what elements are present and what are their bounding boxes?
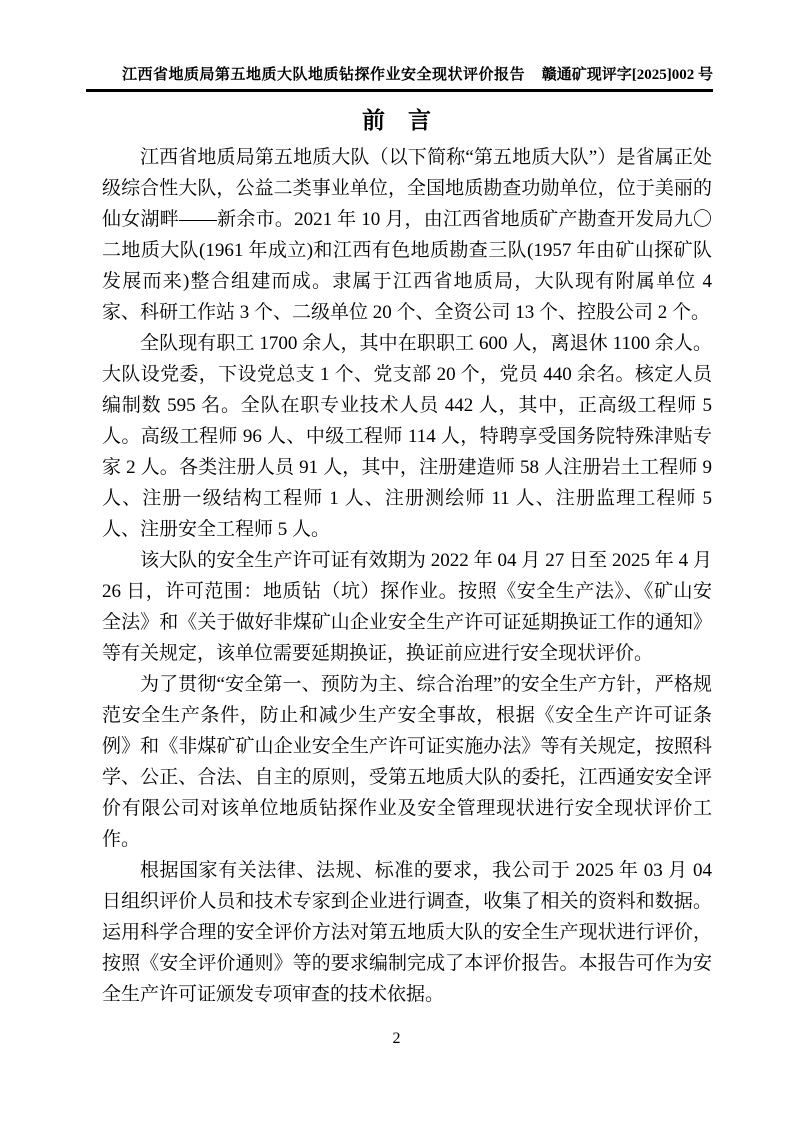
paragraph-3: 该大队的安全生产许可证有效期为 2022 年 04 月 27 日至 2025 年 4 月 26 日，许可范围：地质钻（坑）探作业。按照《安全生产法》、《矿山安全法》和《关于做好非煤矿山企业安全生产许可证延期换证工作的通知》等有关规定，该单位需要延期换证，换证前应进行安全现状评价。 [102,550,712,664]
document-body [102,142,712,1010]
paragraph-2: 全队现有职工 1700 余人，其中在职职工 600 人，离退休 1100 余人。大队设党委，下设党总支 1 个、党支部 20 个，党员 440 余名。核定人员编制数 595 名。全队在职专业技术人员 442 人，其中，正高级工程师 5 人。高级工程师 96 人、中级工程师 114 人，特聘享受国务院特殊津贴专家 2 人。各类注册人员 91 人，其中，注册建造师 58 人注册岩土工程师 9 人、注册一级结构工程师 1 人、注册测绘师 11 人、注册监理工程师 5 人、注册安全工程师 5 人。 [102,333,712,540]
paragraph-4: 为了贯彻“安全第一、预防为主、综合治理”的安全生产方针，严格规范安全生产条件，防止和减少生产安全事故，根据《安全生产许可证条例》和《非煤矿矿山企业安全生产许可证实施办法》等有关规定，按照科学、公正、合法、自主的原则，受第五地质大队的委托，江西通安安全评价有限公司对该单位地质钻探作业及安全管理现状进行安全现状评价工作。 [102,674,712,850]
paragraph-5: 根据国家有关法律、法规、标准的要求，我公司于 2025 年 03 月 04 日组织评价人员和技术专家到企业进行调查，收集了相关的资料和数据。运用科学合理的安全评价方法对第五地质大队的安全生产现状进行评价，按照《安全评价通则》等的要求编制完成了本评价报告。本报告可作为安全生产许可证颁发专项审查的技术依据。 [102,860,712,1005]
page-number: 2 [392,1030,401,1047]
header-report-title: 江西省地质局第五地质大队地质钻探作业安全现状评价报告 [122,67,526,83]
page-header [86,63,713,92]
section-title: 前 言 [362,108,431,133]
paragraph-1: 江西省地质局第五地质大队（以下简称“第五地质大队”）是省属正处级综合性大队，公益二类事业单位，全国地质勘查功勋单位，位于美丽的仙女湖畔——新余市。2021 年 10 月，由江西省地质矿产勘查开发局九〇二地质大队(1961 年成立)和江西有色地质勘查三队(1957 年由矿山探矿队发展而来)整合组建而成。隶属于江西省地质局，大队现有附属单位 4 家、科研工作站 3 个、二级单位 20 个、全资公司 13 个、控股公司 2 个。 [102,147,712,323]
header-doc-number: 赣通矿现评字[2025]002 号 [541,67,713,83]
